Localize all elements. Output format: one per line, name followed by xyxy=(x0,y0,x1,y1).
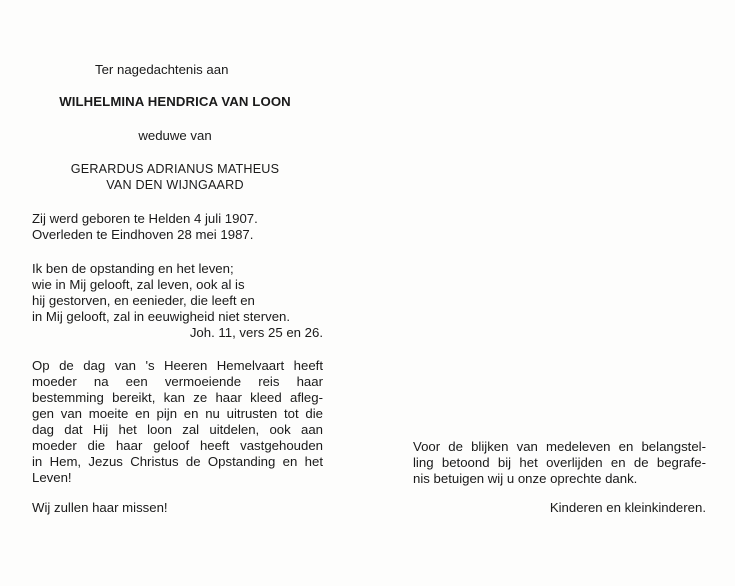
husband-name-line1: GERARDUS ADRIANUS MATHEUS xyxy=(70,162,280,176)
verse-line: in Mij gelooft, zal in eeuwigheid niet sterven. xyxy=(32,309,291,324)
verse-line: hij gestorven, en eenieder, die leeft en xyxy=(32,293,255,308)
intro-text: Ter nagedachtenis aan xyxy=(95,62,229,77)
thanks-line: Voor de blijken van medeleven en belangstel- xyxy=(413,439,706,454)
death-text: Overleden te Eindhoven 28 mei 1987. xyxy=(32,227,254,242)
paragraph-last-line: Leven! xyxy=(32,470,72,485)
paragraph-line: in Hem, Jezus Christus de Opstanding en het xyxy=(32,454,323,469)
paragraph-line: moeder na een vermoeiende reis haar xyxy=(32,374,323,389)
verse-reference: Joh. 11, vers 25 en 26. xyxy=(189,325,323,340)
thanks-last-line: nis betuigen wij u onze oprechte dank. xyxy=(413,471,638,486)
signature-text: Kinderen en kleinkinderen. xyxy=(549,500,706,515)
missing-text: Wij zullen haar missen! xyxy=(32,500,168,515)
paragraph-line: bestemming bereikt, kan ze haar kleed afleg- xyxy=(32,390,323,405)
paragraph-line: moeder die haar geloof heeft vastgehouden xyxy=(32,438,323,453)
birth-text: Zij werd geboren te Helden 4 juli 1907. xyxy=(32,211,258,226)
verse-line: Ik ben de opstanding en het leven; xyxy=(32,261,234,276)
husband-name-line2: VAN DEN WIJNGAARD xyxy=(106,178,244,192)
deceased-name: WILHELMINA HENDRICA VAN LOON xyxy=(59,94,291,109)
paragraph-line: Op de dag van 's Heeren Hemelvaart heeft xyxy=(32,358,323,373)
paragraph-line: gen van moeite en pijn en nu uitrusten tot die xyxy=(32,406,323,421)
widow-of-text: weduwe van xyxy=(138,128,212,143)
thanks-line: ling betoond bij het overlijden en de begrafe- xyxy=(413,455,706,470)
paragraph-line: dag dat Hij het loon zal uitdelen, ook aan xyxy=(32,422,323,437)
verse-line: wie in Mij gelooft, zal leven, ook al is xyxy=(32,277,245,292)
